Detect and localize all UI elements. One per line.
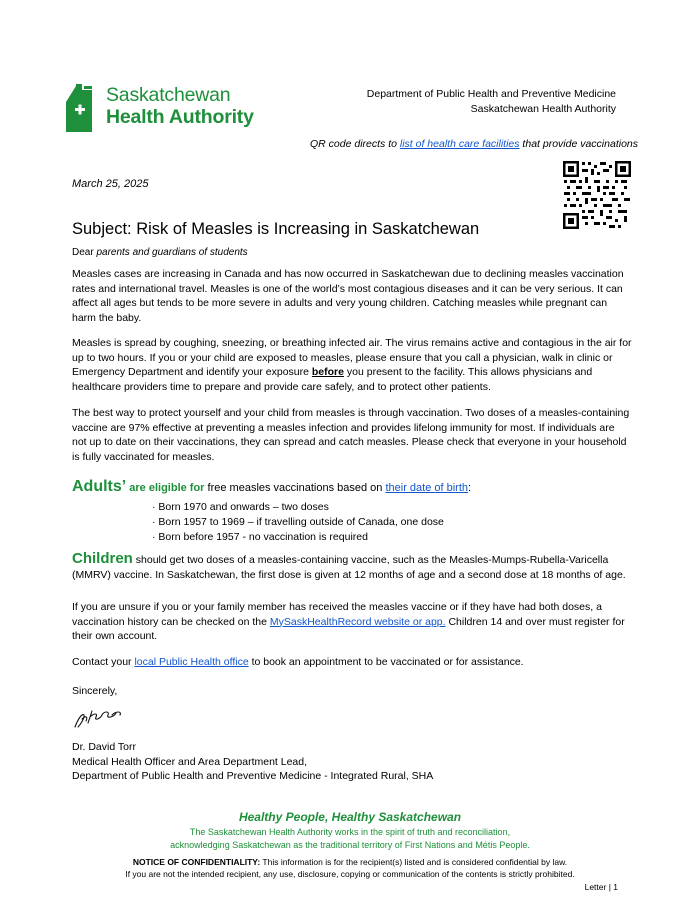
- greeting-dear: Dear: [72, 247, 97, 258]
- footer-slogan: Healthy People, Healthy Saskatchewan: [238, 810, 462, 824]
- letter-subject: Subject: Risk of Measles is Increasing in Saskatchewan: [72, 220, 480, 238]
- health-cross-logo-icon: [62, 82, 98, 136]
- children-text: should get two doses of a measles-containing vaccine, such as the Measles-Mumps-Rubella-Varicella (MMRV) vaccine. In Saskatchewan, the first dose is given at 12 months of age and a second dose at 18 months of age.: [72, 554, 626, 581]
- department-line-1: Department of Public Health and Preventive Medicine: [366, 88, 616, 100]
- confidentiality-label: NOTICE OF CONFIDENTIALITY:: [132, 857, 261, 867]
- list-item: · Born before 1957 - no vaccination is required: [152, 531, 368, 543]
- health-facilities-link[interactable]: list of health care facilities: [399, 138, 520, 150]
- contact-text-a: Contact your: [72, 656, 135, 668]
- qr-code-icon[interactable]: [562, 160, 632, 230]
- logo-text-health-authority: Health Authority: [106, 106, 254, 128]
- contact-text-b: to book an appointment to be vaccinated or for assistance.: [248, 656, 524, 668]
- mysaskhealthrecord-link[interactable]: MySaskHealthRecord website or app.: [269, 615, 446, 628]
- paragraph-measles-spread: [72, 336, 632, 394]
- adults-text: free measles vaccinations based on: [207, 482, 386, 494]
- confidentiality-text-1: This information is for the recipient(s) listed and is considered confidential by law.: [260, 857, 568, 867]
- paragraph-measles-cases: Measles cases are increasing in Canada and has now occurred in Saskatchewan due to declining measles vaccination rates and international travel. Measles is one of the world’s most contagious diseases and it can be very serious. It can affect all ages but tends to be more severe in adults and very young children. Catching measles while pregnant can harm the baby.: [72, 268, 624, 324]
- adults-bullet-list: [152, 500, 444, 545]
- paragraph-contact: [72, 655, 632, 670]
- signer-title: Medical Health Officer and Area Department Lead,: [72, 755, 308, 768]
- footer-ack-line-1: The Saskatchewan Health Authority works in the spirit of truth and reconciliation,: [189, 827, 511, 837]
- paragraph-spread-text-a: Measles is spread by coughing, sneezing, or breathing infected air. The virus remains active and contagious in the air for up to two hours. If you or your child are exposed to measles, please ensure that you call a physician, walk in clinic or Emergency Department and identify your exposure: [72, 337, 632, 378]
- closing: Sincerely,: [72, 685, 118, 697]
- logo-text-saskatchewan: Saskatchewan: [106, 84, 231, 106]
- department-line-2: Saskatchewan Health Authority: [470, 102, 616, 115]
- qr-note-suffix: that provide vaccinations: [519, 138, 638, 150]
- list-item: · Born 1957 to 1969 – if travelling outside of Canada, one dose: [152, 516, 444, 528]
- children-heading: Children: [72, 550, 133, 567]
- sha-logo: [62, 80, 272, 138]
- signer-name: Dr. David Torr: [72, 741, 136, 753]
- letter-date: March 25, 2025: [72, 178, 149, 190]
- footer-acknowledgement: [0, 826, 700, 852]
- adults-colon: :: [468, 482, 472, 494]
- signer-department: Department of Public Health and Preventive Medicine - Integrated Rural, SHA: [72, 770, 434, 782]
- footer-ack-line-2: acknowledging Saskatchewan as the traditional territory of First Nations and Métis People.: [170, 840, 530, 850]
- signature-icon: [72, 705, 124, 731]
- department-header: [367, 87, 616, 116]
- page-number: Letter | 1: [584, 882, 618, 892]
- paragraph-spread-before: before: [311, 366, 344, 378]
- signer-block: [72, 740, 433, 784]
- qr-note-prefix: QR code directs to: [310, 138, 400, 150]
- confidentiality-notice: [0, 856, 700, 880]
- adults-heading: Adults’: [72, 478, 127, 495]
- greeting-recipients: parents and guardians of students: [96, 247, 248, 258]
- list-item: · Born 1970 and onwards – two doses: [152, 501, 329, 513]
- paragraph-vaccination: The best way to protect yourself and your child from measles is through vaccination. Two doses of a measles-containing vaccine are 97% effective at preventing a measles infection and provides lifelong immunity for most. If individuals are not up to date on their vaccinations, they can spread and catch measles. Please check that everyone in your household is fully vaccinated for measles.: [72, 407, 630, 463]
- date-of-birth-link[interactable]: their date of birth: [385, 482, 469, 494]
- paragraph-spread-text-b: you present to the facility. This allows physicians and healthcare providers time to prepare and provide care safely, and to protect other patients.: [72, 366, 593, 393]
- adults-eligible-label: are eligible for: [126, 482, 208, 494]
- greeting: [72, 246, 248, 261]
- qr-note: [310, 137, 638, 152]
- children-paragraph: [72, 551, 632, 583]
- paragraph-records: [72, 600, 632, 644]
- adults-eligibility: [72, 480, 471, 496]
- confidentiality-text-2: If you are not the intended recipient, any use, disclosure, copying or communication of the contents is strictly prohibited.: [125, 869, 575, 879]
- public-health-office-link[interactable]: local Public Health office: [134, 656, 249, 668]
- records-text-a: If you are unsure if you or your family member has received the measles vaccine or if they have had both doses, a vaccination history can be checked on the: [72, 601, 602, 628]
- records-text-b: Children 14 and over must register for their own account.: [72, 615, 625, 642]
